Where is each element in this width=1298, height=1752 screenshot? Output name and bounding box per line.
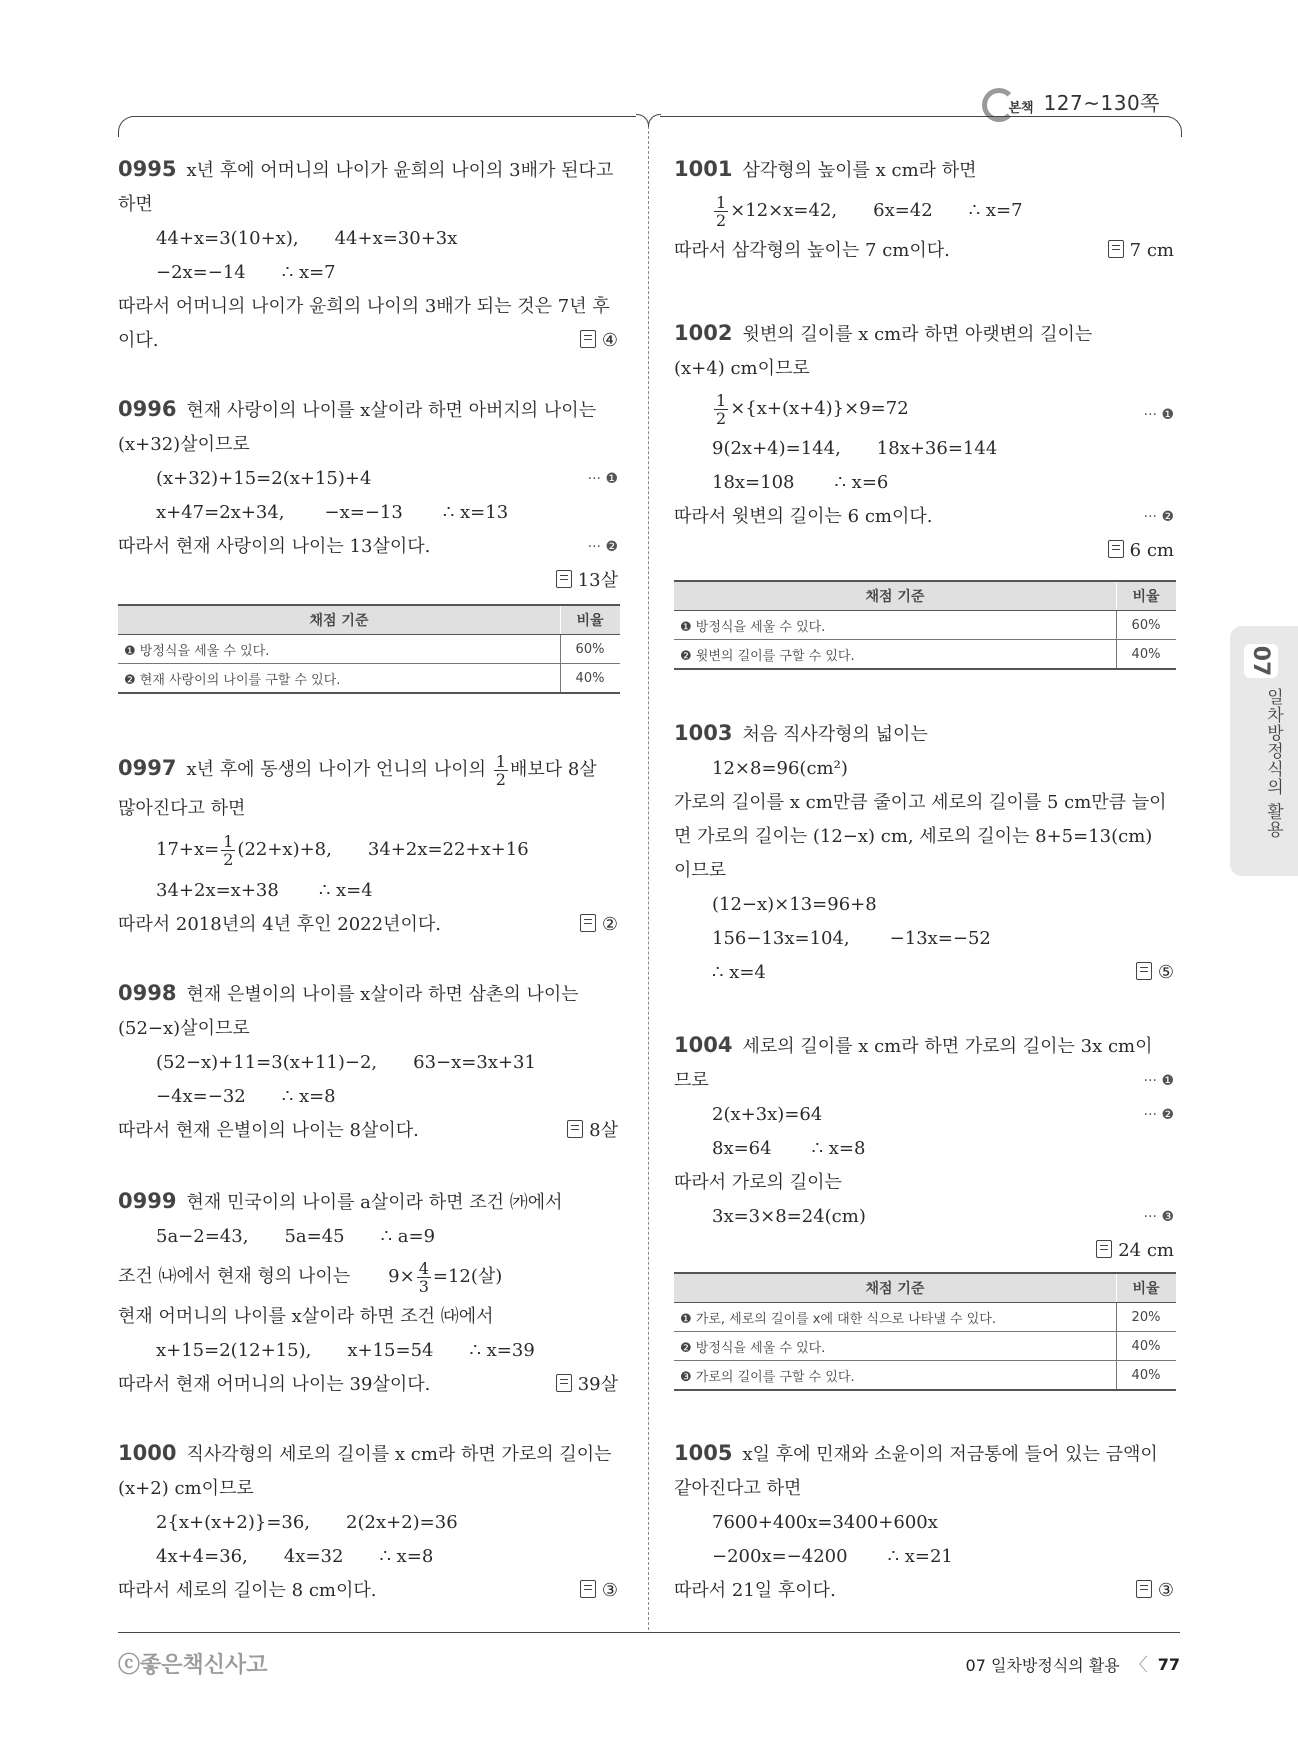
criteria-ratio: 40% [561,664,621,694]
answer [1096,1234,1174,1268]
equation: 2(x+3x)=64 [712,1104,823,1125]
solution-text: 따라서 윗변의 길이는 6 cm이다. [674,506,933,527]
equation: 34+2x=22+x+16 [367,839,529,860]
equation: ∴ x=7 [281,262,336,283]
answer [556,564,618,598]
criteria-text: ❷ 윗변의 길이를 구할 수 있다. [674,640,1117,670]
equation: 4x=32 [283,1546,344,1567]
answer-value: 39살 [577,1374,618,1395]
solution-text: (52−x)살이므로 [118,1018,250,1039]
page-range: 127~130쪽 [1043,90,1160,115]
problem-number: 1005 [674,1441,733,1465]
ratio-header: 비율 [1117,1273,1177,1303]
answer-value: 13살 [577,570,618,591]
solution-text: 직사각형의 세로의 길이를 x cm라 하면 가로의 길이는 [186,1444,612,1465]
numerator: 1 [716,390,727,410]
answer [1108,234,1174,268]
answer-value: ③ [1157,1580,1174,1601]
fraction [714,194,728,229]
answer-value: 8살 [589,1120,618,1141]
equation: ∴ x=39 [469,1340,535,1361]
step-marker-2: ··· ❷ [1143,1107,1174,1123]
solution-text: 따라서 삼각형의 높이는 7 cm이다. [674,240,950,261]
numerator: 4 [418,1258,429,1278]
solution-text: 현재 사랑이의 나이를 x살이라 하면 아버지의 나이는 [186,400,597,421]
problem-number: 0997 [118,756,177,780]
equation: (22+x)+8, [237,839,332,860]
column-divider [648,116,649,1630]
answer-icon [1108,540,1124,558]
solution-text: 따라서 21일 후이다. [674,1580,836,1601]
problem-number: 0998 [118,981,177,1005]
answer [1108,534,1174,568]
answer [1136,1574,1174,1608]
chapter-number: 07 [1244,644,1278,678]
solution-text: 따라서 현재 어머니의 나이는 39살이다. [118,1374,431,1395]
table-row [674,1332,1176,1361]
criteria-ratio: 60% [561,635,621,664]
equation: ∴ x=8 [281,1086,336,1107]
problem-number: 0995 [118,157,177,181]
equation: ∴ a=9 [380,1226,436,1247]
step-marker-1: ··· ❶ [587,471,618,487]
solution-text: 따라서 세로의 길이는 8 cm이다. [118,1580,377,1601]
table-row [674,1303,1176,1332]
equation: 8x=64 [712,1138,772,1159]
solution-text: 따라서 가로의 길이는 [674,1172,842,1193]
equation: (52−x)+11=3(x+11)−2, [156,1052,378,1073]
answer-icon [1136,1580,1152,1598]
fraction [494,753,508,788]
step-marker-2: ··· ❷ [587,539,618,555]
ratio-header: 비율 [561,605,621,635]
problem-number: 1000 [118,1441,177,1465]
equation: −2x=−14 [156,262,246,283]
equation: 18x=108 [712,472,795,493]
equation: 3x=3×8=24(cm) [712,1206,866,1227]
chapter-title: 일차방정식의 활용 [1263,688,1283,839]
equation: 7600+400x=3400+600x [712,1512,938,1533]
equation: 44+x=3(10+x), [156,228,299,249]
solution-text: 하면 [118,194,153,215]
solution-text: 윗변의 길이를 x cm라 하면 아랫변의 길이는 [742,324,1093,345]
solution-text: 따라서 현재 사랑이의 나이는 13살이다. [118,536,431,557]
fraction [417,1260,431,1295]
equation: 6x=42 [873,200,933,221]
equation: ∴ x=8 [811,1138,866,1159]
criteria-header: 채점 기준 [118,605,561,635]
criteria-ratio: 20% [1117,1303,1177,1332]
problem-number: 1001 [674,157,733,181]
criteria-text: ❷ 현재 사랑이의 나이를 구할 수 있다. [118,664,561,694]
equation: =12(살) [432,1266,503,1287]
problem-1003 [674,716,1174,990]
chevron-left-icon: 〈 [1129,1655,1148,1676]
solution-text: 따라서 2018년의 4년 후인 2022년이다. [118,914,441,935]
denominator: 2 [495,769,506,789]
answer-value: 24 cm [1118,1240,1174,1261]
publisher-logo: ⓒ좋은책신사고 [118,1653,268,1678]
table-row [118,635,620,664]
answer-value: ⑤ [1157,962,1174,983]
page-number: 77 [1157,1654,1180,1674]
equation: −4x=−32 [156,1086,246,1107]
solution-text: 현재 어머니의 나이를 x살이라 하면 조건 ㈐에서 [118,1306,494,1327]
step-marker-2: ··· ❷ [1143,509,1174,525]
solution-text: x년 후에 동생의 나이가 언니의 나이의 [186,759,487,780]
equation: 17+x= [156,839,220,860]
step-marker-1: ··· ❶ [1143,1073,1174,1089]
equation: 2(2x+2)=36 [346,1512,458,1533]
equation: 2{x+(x+2)}=36, [156,1512,311,1533]
solution-text: 현재 민국이의 나이를 a살이라 하면 조건 ㈎에서 [186,1192,563,1213]
table-row [118,664,620,694]
criteria-header: 채점 기준 [674,581,1117,611]
solution-text: (x+32)살이므로 [118,434,250,455]
criteria-ratio: 40% [1117,1332,1177,1361]
criteria-text: ❸ 가로의 길이를 구할 수 있다. [674,1361,1117,1391]
equation: 5a=45 [284,1226,345,1247]
solution-text: 삼각형의 높이를 x cm라 하면 [742,160,977,181]
equation: ∴ x=8 [379,1546,434,1567]
equation: −x=−13 [324,502,403,523]
fraction [714,392,728,427]
equation: ×{x+(x+4)}×9=72 [730,398,909,419]
criteria-ratio: 40% [1117,640,1177,670]
problem-0996 [118,392,618,598]
problem-1000 [118,1436,618,1608]
numerator: 1 [223,831,234,851]
denominator: 3 [418,1276,429,1296]
answer [580,324,618,358]
problem-number: 1002 [674,321,733,345]
textbook-arrow-icon [980,86,1014,116]
equation: ∴ x=4 [318,880,373,901]
equation: ∴ x=7 [968,200,1023,221]
answer-icon [580,914,596,932]
equation: 156−13x=104, [712,928,850,949]
footer-chapter-title: 07 일차방정식의 활용 [965,1655,1120,1675]
table-row [674,1361,1176,1391]
equation: −13x=−52 [889,928,991,949]
answer [567,1114,618,1148]
answer [1136,956,1174,990]
answer-value: 7 cm [1129,240,1174,261]
answer [580,908,618,942]
criteria-text: ❶ 방정식을 세울 수 있다. [118,635,561,664]
solution-text: 따라서 현재 은별이의 나이는 8살이다. [118,1120,419,1141]
footer-chapter-info [966,1651,1180,1677]
equation: 9(2x+4)=144, [712,438,841,459]
problem-1005 [674,1436,1174,1608]
equation: ×12×x=42, [730,200,838,221]
denominator: 2 [716,210,727,230]
equation: 5a−2=43, [156,1226,249,1247]
column-divider-cap [636,112,660,126]
answer-icon [580,330,596,348]
denominator: 2 [716,408,727,428]
problem-1004 [674,1028,1174,1268]
solution-text: x년 후에 어머니의 나이가 윤희의 나이의 3배가 된다고 [186,160,614,181]
solution-text: 이므로 [674,860,727,881]
solution-text: (x+2) cm이므로 [118,1478,254,1499]
answer-value: ③ [601,1580,618,1601]
answer [556,1368,618,1402]
equation: x+15=54 [347,1340,434,1361]
grading-criteria-1004 [674,1272,1176,1391]
table-row [674,611,1176,640]
page-reference [980,86,1160,116]
solution-text: 배보다 8살 [509,759,597,780]
solution-text: 가로의 길이를 x cm만큼 줄이고 세로의 길이를 5 cm만큼 늘이 [674,792,1167,813]
answer-value: ④ [601,330,618,351]
numerator: 1 [495,751,506,771]
answer [580,1574,618,1608]
problem-1001 [674,152,1174,268]
problem-0997 [118,746,618,942]
book-label: 본책 [1006,97,1035,116]
step-marker-1: ··· ❶ [1143,407,1174,423]
equation: ∴ x=6 [834,472,889,493]
ratio-header: 비율 [1117,581,1177,611]
solution-text: 이다. [118,330,159,351]
answer-icon [1136,962,1152,980]
solution-text: 처음 직사각형의 넓이는 [742,724,928,745]
problem-number: 0996 [118,397,177,421]
solution-text: 면 가로의 길이는 (12−x) cm, 세로의 길이는 8+5=13(cm) [674,826,1153,847]
problem-0995 [118,152,618,358]
equation: ∴ x=13 [442,502,509,523]
answer-value: 6 cm [1129,540,1174,561]
equation: 12×8=96(cm²) [712,758,848,779]
equation: 34+2x=x+38 [156,880,279,901]
solution-text: 같아진다고 하면 [674,1478,802,1499]
answer-icon [567,1120,583,1138]
answer-icon [580,1580,596,1598]
equation: 18x+36=144 [876,438,998,459]
equation: −200x=−4200 [712,1546,848,1567]
answer-icon [556,570,572,588]
answer-value: ② [601,914,618,935]
step-marker-3: ··· ❸ [1143,1209,1174,1225]
solution-text: 많아진다고 하면 [118,798,246,819]
equation: 9× [388,1266,415,1287]
criteria-text: ❷ 방정식을 세울 수 있다. [674,1332,1117,1361]
solution-text: x일 후에 민재와 소윤이의 저금통에 들어 있는 금액이 [742,1444,1158,1465]
fraction [221,833,235,868]
solution-text: 따라서 어머니의 나이가 윤희의 나이의 3배가 되는 것은 7년 후 [118,296,610,317]
problem-number: 1003 [674,721,733,745]
equation: 63−x=3x+31 [413,1052,536,1073]
problem-number: 1004 [674,1033,733,1057]
answer-icon [556,1374,572,1392]
equation: (x+32)+15=2(x+15)+4 [156,468,372,489]
denominator: 2 [223,849,234,869]
solution-text: 현재 은별이의 나이를 x살이라 하면 삼촌의 나이는 [186,984,579,1005]
chapter-side-tab [1230,626,1298,876]
criteria-ratio: 60% [1117,611,1177,640]
criteria-text: ❶ 방정식을 세울 수 있다. [674,611,1117,640]
criteria-text: ❶ 가로, 세로의 길이를 x에 대한 식으로 나타낼 수 있다. [674,1303,1117,1332]
answer-icon [1096,1240,1112,1258]
equation: 4x+4=36, [156,1546,248,1567]
numerator: 1 [716,192,727,212]
problem-0998 [118,976,618,1148]
grading-criteria-1002 [674,580,1176,670]
problem-number: 0999 [118,1189,177,1213]
criteria-header: 채점 기준 [674,1273,1117,1303]
equation: 44+x=30+3x [334,228,458,249]
footer-rule [118,1632,1180,1633]
grading-criteria-0996 [118,604,620,694]
answer-icon [1108,240,1124,258]
problem-1002 [674,316,1174,568]
problem-0999 [118,1184,618,1402]
equation: (12−x)×13=96+8 [712,894,877,915]
solution-text: 조건 ㈏에서 현재 형의 나이는 [118,1266,351,1287]
solution-text: (x+4) cm이므로 [674,358,810,379]
table-row [674,640,1176,670]
equation: ∴ x=4 [712,962,766,983]
equation: x+47=2x+34, [156,502,285,523]
solution-text: 세로의 길이를 x cm라 하면 가로의 길이는 3x cm이 [742,1036,1153,1057]
criteria-ratio: 40% [1117,1361,1177,1391]
equation: x+15=2(12+15), [156,1340,312,1361]
equation: ∴ x=21 [887,1546,953,1567]
solution-text: 므로 [674,1070,709,1091]
